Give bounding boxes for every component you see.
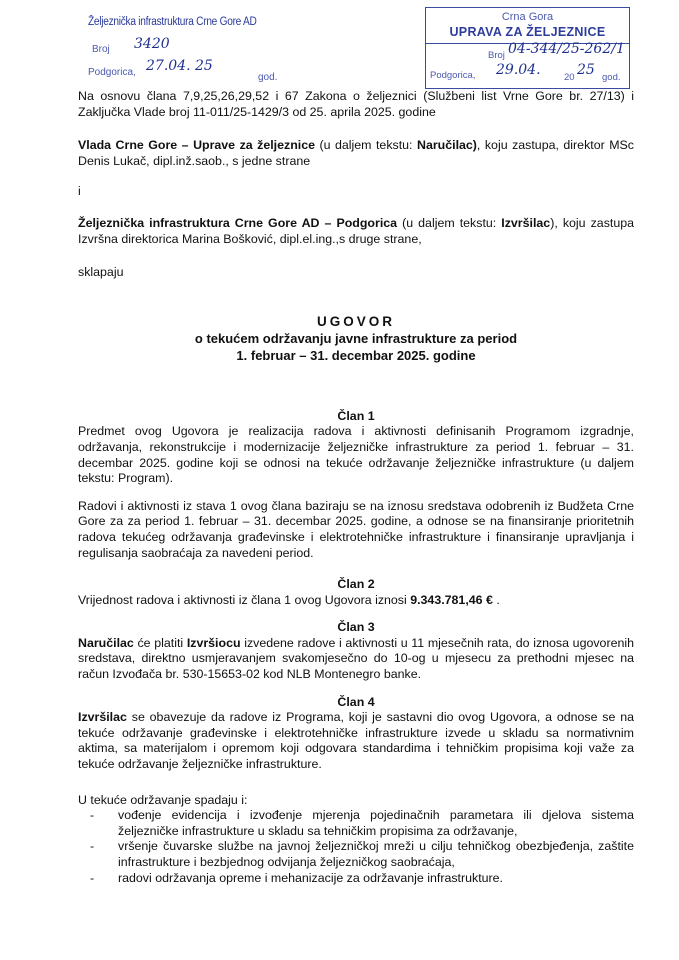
party-one-role: Naručilac) [417,138,477,153]
receiver-year-prefix: 20 [564,72,575,83]
clan-4-t1: se obavezuje da radove iz Programa, koji je sastavni dio ovog Ugovora, a odnose se na tekuće održavanje građevinske i elektrotehničke infrastrukture izvede u skladu sa normativnim aktima, sa materijalom i opremom koji odgovara standardima i tehničkim propisima koji važe za tekuće održavanje željezničke infrastrukture. [78,710,634,772]
clan-4-heading: Član 4 [337,694,375,709]
clan-1-paragraph-1: Predmet ovog Ugovora je realizacija radova i aktivnosti definisanih Programom izgradnje, održavanja, rekonstrukcije i modernizacije željezničke infrastrukture za period 1. februar – 31. decembar 2025. godine koji se odnosi na tekuće održavanje željezničke infrastrukture (u daljem tekstu: Program). [78,424,634,486]
clan-3-heading: Član 3 [337,620,375,635]
sender-org-name: Željeznička infrastruktura Crne Gore AD [88,16,257,28]
clan-1-paragraph-2: Radovi i aktivnosti iz stava 1 ovog člana baziraju se na iznosu sredstava odobrenih iz Budžeta Crne Gore za za period 1. februar – 31. decembar 2025. godine, a odnose se na finansiranje prioritetnih radova tekućeg održavanja građevinske i elektrotehničke infrastrukture i finansiranje upravljanja i regulisanja saobraćaja za navedeni period. [78,498,634,560]
party-one-rest: , koju zastupa, direktor MSc Denis Lukač, dipl.inž.saob., s jedne strane [78,138,634,168]
clan-2-heading: Član 2 [337,577,375,592]
sklapaju: sklapaju [78,265,124,280]
sender-date-value: 27.04. 25 [146,58,213,74]
contract-amount: 9.343.781,46 € [410,592,493,607]
clan-3-naruc: Naručilac [78,635,134,650]
clan-4-izvrs: Izvršilac [78,710,127,725]
preamble: Na osnovu člana 7,9,25,26,29,52 i 67 Zakona o željeznici (Službeni list Vrne Gore br. 27/13) i Zaključka Vlade broj 11-011/25-1429/3 od 25. aprila 2025. godine [78,89,634,119]
clan-3-paragraph [78,636,634,683]
clan-4-paragraph [78,710,634,772]
receiver-agency: UPRAVA ZA ŽELJEZNICE [449,25,606,39]
list-item [78,808,634,839]
clan-3-t1: će platiti [133,635,187,650]
dash-3: - [90,870,95,885]
party-one-name: Vlada Crne Gore – Uprave za željeznice [78,138,315,153]
contract-subtitle: o tekućem održavanju javne infrastrukture za period [194,330,518,346]
receiver-country: Crna Gora [501,11,554,23]
receiver-stamp [425,7,630,89]
list-item-2: vršenje čuvarske službe na javnoj željezničkoj mreži u cilju tehničkog obezbjeđenja, zaštite infrastrukture i bezbjednog odvijanja željezničkog saobraćaja, [118,839,634,869]
clan-2-end: . [492,592,500,607]
conjunction: i [78,184,81,199]
receiver-date-value: 29.04. [496,62,541,78]
list-item [78,871,634,887]
receiver-god-label: god. [602,72,621,83]
contract-title: UGOVOR [316,313,395,329]
party-one [78,138,634,169]
receiver-broj-label: Broj [488,50,505,61]
party-two-name: Željeznička infrastruktura Crne Gore AD – Podgorica [78,215,398,230]
sender-stamp [88,14,278,84]
dash-1: - [90,808,95,823]
party-two-role: Izvršilac [501,215,551,230]
receiver-year-value: 25 [577,62,595,78]
clan-2-paragraph [78,593,634,609]
party-two-mid: (u daljem tekstu: [397,215,502,230]
clan-1-heading: Član 1 [337,408,375,423]
sender-date-label: Podgorica, [88,67,136,78]
clan-3-izvrs: Izvršiocu [186,635,241,650]
list-item-3: radovi održavanja opreme i mehanizacije za održavanje infrastrukture. [118,870,503,885]
sender-broj-label: Broj [92,44,110,55]
list-intro: U tekuće održavanje spadaju i: [78,792,248,807]
clan-2-text: Vrijednost radova i aktivnosti iz člana 1 ovog Ugovora iznosi [78,592,411,607]
contract-period: 1. februar – 31. decembar 2025. godine [236,347,476,363]
sender-broj-value: 3420 [134,36,170,52]
party-two-rest: ), koju zastupa Izvršna direktorica Marina Bošković, dipl.el.ing.,s druge strane, [78,215,635,246]
party-two [78,216,634,247]
list-item [78,839,634,870]
maintenance-list [78,808,634,886]
receiver-broj-value: 04-344/25-262/1 [508,41,625,57]
dash-2: - [90,839,95,854]
contract-body [78,89,634,886]
party-one-mid: (u daljem tekstu: [315,138,417,153]
sender-god-label: god. [258,72,278,83]
clan-3-t2: izvedene radove i aktivnosti u 11 mjesečnih rata, do iznosa ugovorenih sredstava, direktno usmjeravanjem svakomjesečno do 10-og u mjesecu za prethodni mjesec na račun Izvođača br. 530-15653-02 kod NLB Montenegro banke. [78,635,634,682]
receiver-city-label: Podgorica, [430,70,476,81]
list-item-1: vođenje evidencija i izvođenje mjerenja pojedinačnih parametara ili djelova sistema željezničke infrastrukture u skladu sa tehničkim propisima za održavanje, [118,808,634,838]
